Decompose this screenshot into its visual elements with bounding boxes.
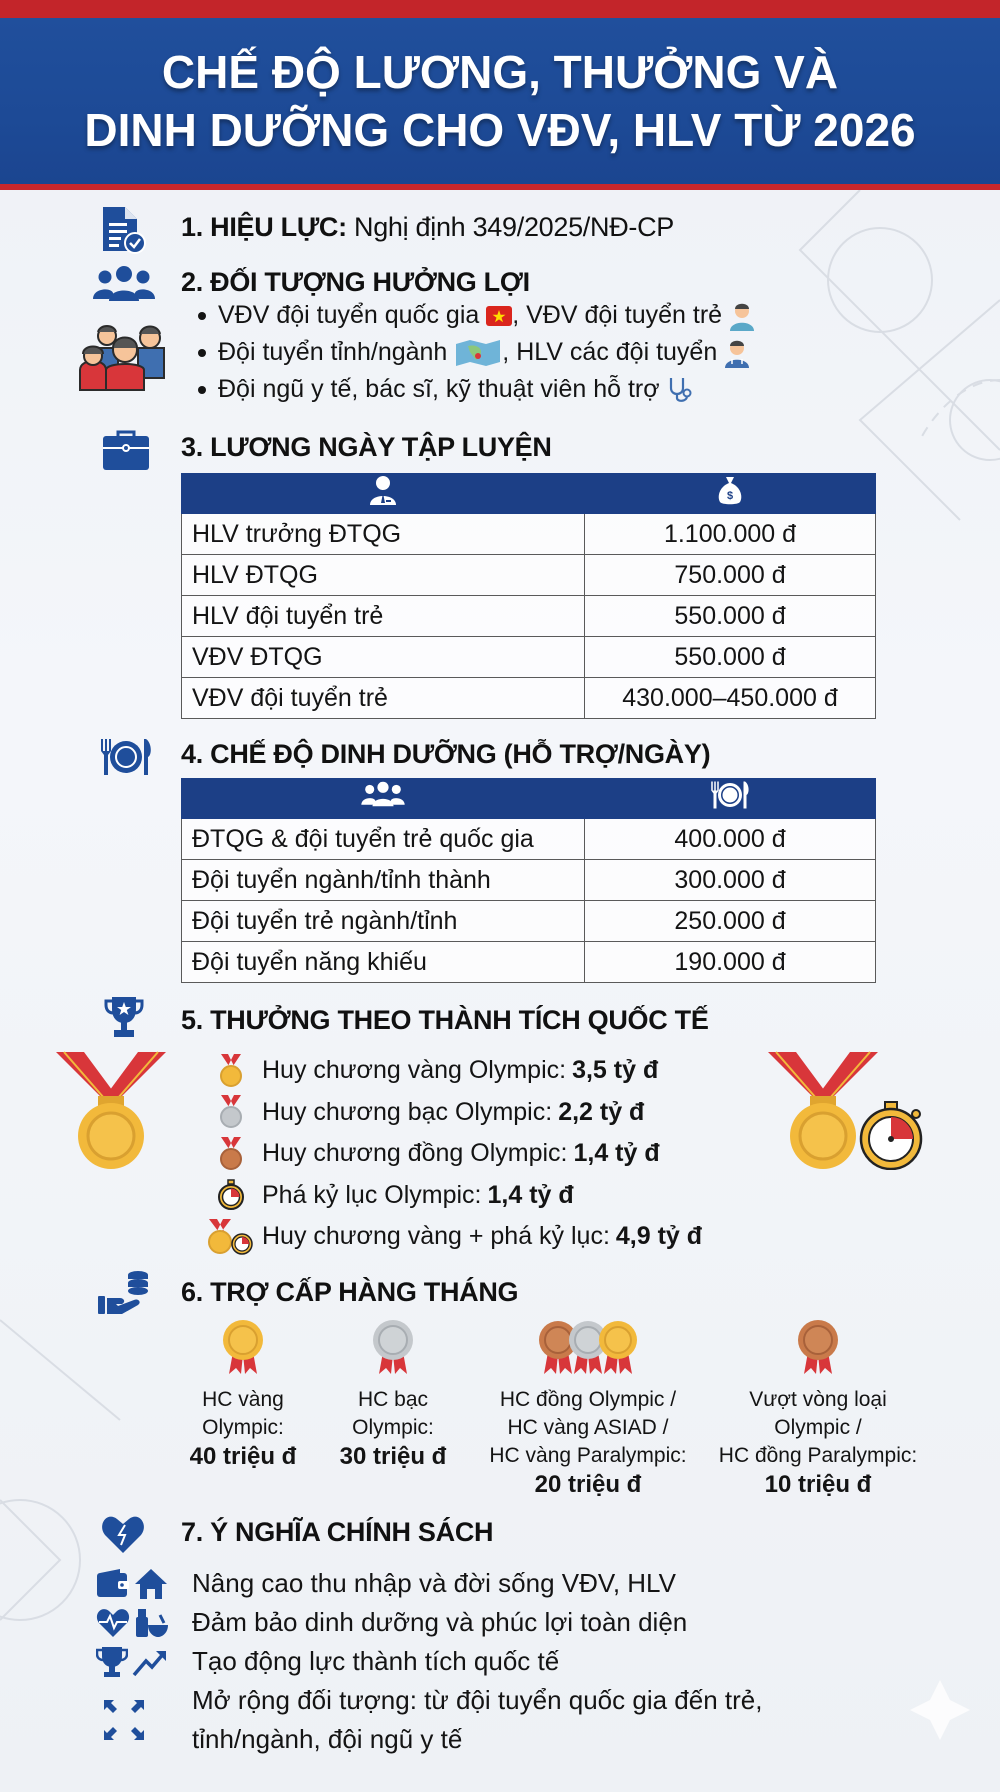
page-title-line-2: DINH DƯỠNG CHO VĐV, HLV TỪ 2026 (84, 104, 916, 156)
table-row: VĐV đội tuyển trẻ 430.000–450.000 đ (182, 678, 876, 719)
vietnam-flag-icon (486, 306, 512, 326)
table-row: HLV ĐTQG 750.000 đ (182, 555, 876, 596)
stethoscope-icon (667, 376, 693, 404)
header-title-block (0, 18, 1000, 184)
young-athlete-icon (729, 301, 755, 331)
list-item: Huy chương đồng Olympic: 1,4 tỷ đ (200, 1133, 702, 1175)
gold-rosette-icon (221, 1318, 265, 1378)
coach-icon (724, 338, 750, 368)
plate-cutlery-icon (709, 780, 751, 810)
allowance-qualifier-paralympic: Vượt vòng loại Olympic / HC đồng Paralympic: 10 triệu đ (718, 1318, 918, 1500)
table-header-group (182, 779, 585, 819)
header-red-strip (0, 0, 1000, 18)
stopwatch-icon (217, 1179, 245, 1211)
gold-medal-stopwatch-icon (207, 1219, 255, 1255)
table-row: ĐTQG & đội tuyển trẻ quốc gia 400.000 đ (182, 819, 876, 860)
gold-medal-stopwatch-large-icon (768, 1048, 932, 1170)
users-group-icon (93, 265, 155, 305)
nutrition-table (181, 778, 876, 983)
section-6-title: 6. TRỢ CẤP HÀNG THÁNG (181, 1277, 519, 1307)
three-rosettes-icon (536, 1318, 640, 1378)
list-item: Nâng cao thu nhập và đời sống VĐV, HLV (96, 1564, 762, 1603)
table-row: HLV đội tuyển trẻ 550.000 đ (182, 596, 876, 637)
list-item: Đảm bảo dinh dưỡng và phúc lợi toàn diện (96, 1603, 762, 1642)
wallet-icon (96, 1569, 130, 1599)
section-3-title: 3. LƯƠNG NGÀY TẬP LUYỆN (181, 432, 552, 462)
house-icon (134, 1568, 168, 1600)
table-row: Đội tuyển trẻ ngành/tỉnh 250.000 đ (182, 901, 876, 942)
list-item: Mở rộng đối tượng: từ đội tuyển quốc gia đến trẻ, tỉnh/ngành, đội ngũ y tế (96, 1681, 762, 1759)
map-icon (454, 340, 502, 366)
table-row: Đội tuyển ngành/tỉnh thành 300.000 đ (182, 860, 876, 901)
heart-icon (101, 1515, 145, 1555)
table-header-row (182, 474, 876, 514)
page-title-line-1: CHẾ ĐỘ LƯƠNG, THƯỞNG VÀ (161, 46, 839, 98)
svg-text:$: $ (726, 490, 734, 502)
section-7-title: 7. Ý NGHĨA CHÍNH SÁCH (181, 1517, 494, 1547)
list-item: Tạo động lực thành tích quốc tế (96, 1642, 762, 1681)
list-item: Huy chương bạc Olympic: 2,2 tỷ đ (200, 1092, 702, 1134)
trophy-star-icon (104, 995, 144, 1039)
team-people-illustration-icon (78, 318, 174, 392)
training-salary-table (181, 473, 876, 719)
table-header-amount (585, 474, 876, 514)
header-red-strip-bottom (0, 184, 1000, 190)
briefcase-icon (102, 430, 150, 472)
table-row: Đội tuyển năng khiếu 190.000 đ (182, 942, 876, 983)
trend-up-icon (132, 1647, 168, 1677)
list-item: Phá kỷ lục Olympic: 1,4 tỷ đ (200, 1175, 702, 1217)
table-header-position (182, 474, 585, 514)
section-5-title: 5. THƯỞNG THEO THÀNH TÍCH QUỐC TẾ (181, 1005, 709, 1035)
beneficiaries-list (196, 297, 755, 408)
allowance-silver: HC bạc Olympic: 30 triệu đ (328, 1318, 458, 1472)
table-row: VĐV ĐTQG 550.000 đ (182, 637, 876, 678)
hand-coins-icon (96, 1270, 154, 1316)
list-item: Đội tuyển tỉnh/ngành , HLV các đội tuyển (196, 334, 755, 371)
bronze-medal-icon (219, 1137, 243, 1171)
section-4-title: 4. CHẾ ĐỘ DINH DƯỠNG (HỖ TRỢ/NGÀY) (181, 739, 711, 769)
expand-arrows-icon (102, 1698, 146, 1742)
section-1-label: 1. HIỆU LỰC: (181, 212, 347, 242)
list-item: Huy chương vàng Olympic: 3,5 tỷ đ (200, 1050, 702, 1092)
section-2-title: 2. ĐỐI TƯỢNG HƯỞNG LỢI (181, 267, 530, 297)
decree-number: Nghị định 349/2025/NĐ-CP (354, 212, 675, 242)
allowance-bronze-asiad-paralympic: HC đồng Olympic / HC vàng ASIAD / HC vàng Paralympic: 20 triệu đ (478, 1318, 698, 1500)
plate-cutlery-icon (98, 737, 154, 777)
person-tie-icon (368, 475, 398, 505)
table-header-amount (585, 779, 876, 819)
nutrition-icon (134, 1607, 168, 1639)
table-header-row (182, 779, 876, 819)
list-item: Huy chương vàng + phá kỷ lục: 4,9 tỷ đ (200, 1216, 702, 1258)
allowance-gold: HC vàng Olympic: 40 triệu đ (178, 1318, 308, 1472)
list-item: Đội ngũ y tế, bác sĩ, kỹ thuật viên hỗ trợ (196, 371, 755, 408)
gold-medal-large-icon (56, 1048, 166, 1170)
trophy-icon (96, 1646, 128, 1678)
achievement-rewards-list (200, 1050, 702, 1258)
section-1-title (181, 212, 674, 243)
table-row: HLV trưởng ĐTQG 1.100.000 đ (182, 514, 876, 555)
users-group-icon (360, 781, 406, 809)
silver-rosette-icon (371, 1318, 415, 1378)
header-banner (0, 0, 1000, 190)
heart-pulse-icon (96, 1608, 130, 1638)
gold-medal-icon (219, 1054, 243, 1088)
money-bag-icon (717, 475, 743, 505)
bronze-rosette-icon (796, 1318, 840, 1378)
list-item: VĐV đội tuyển quốc gia , VĐV đội tuyển trẻ (196, 297, 755, 334)
silver-medal-icon (219, 1095, 243, 1129)
document-check-icon (101, 205, 147, 255)
policy-meaning-list (96, 1564, 762, 1759)
